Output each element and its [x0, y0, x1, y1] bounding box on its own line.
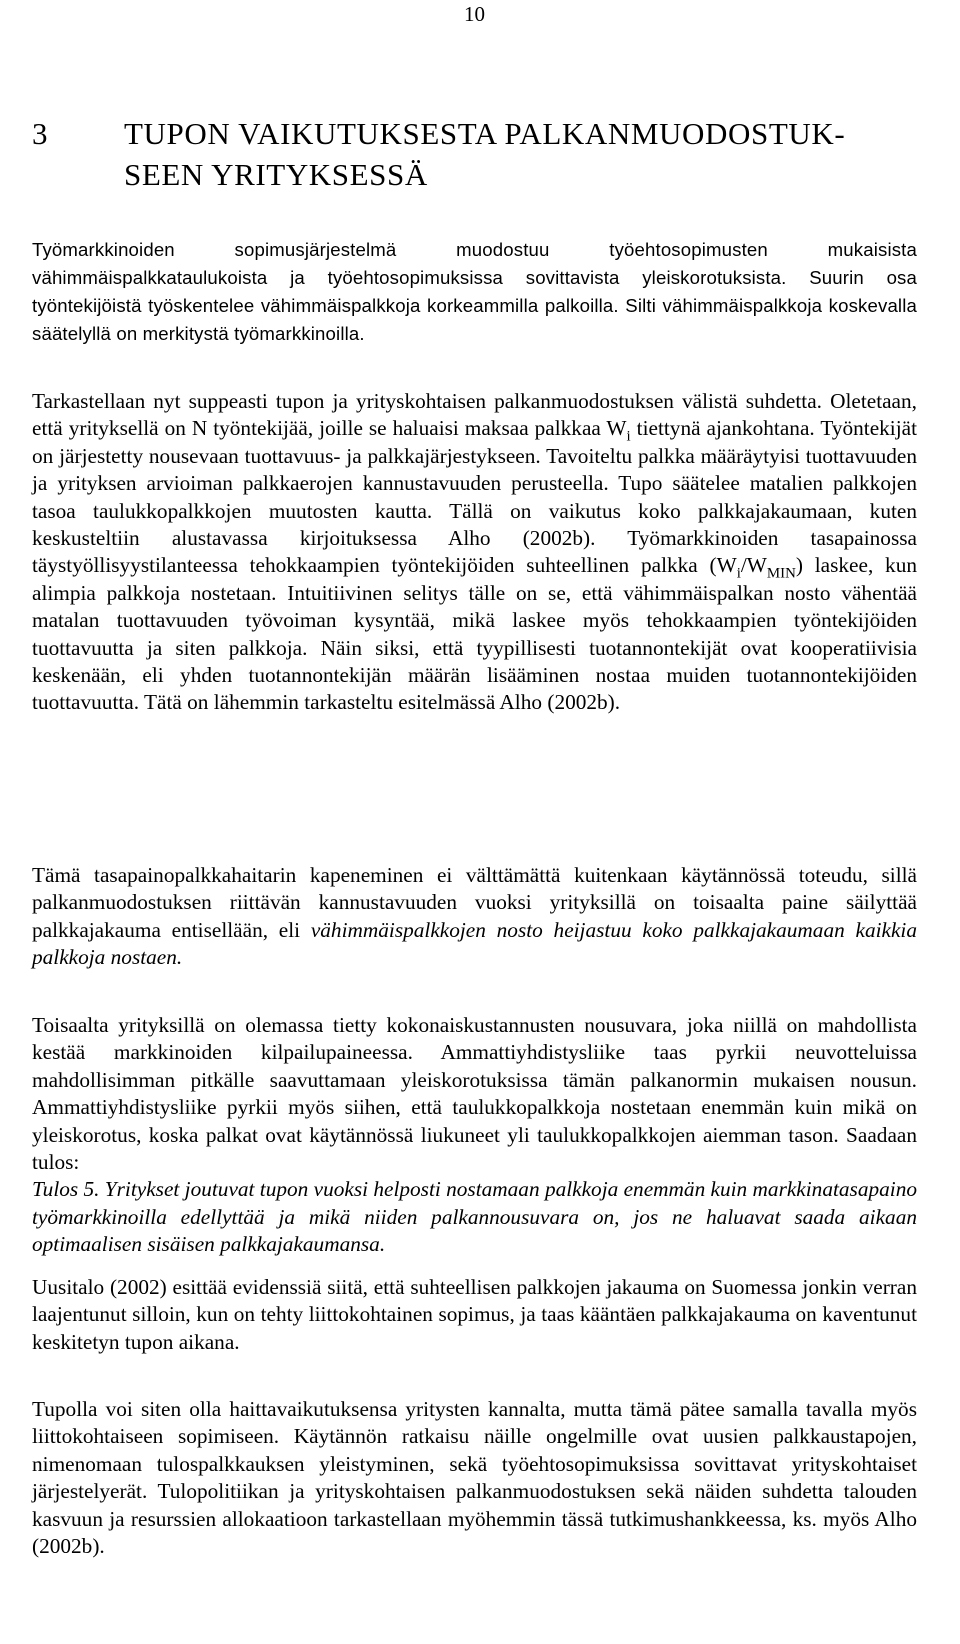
- subscript-min: MIN: [766, 565, 796, 582]
- paragraph-intro: [32, 236, 917, 348]
- paragraph-model-text-1: Tarkastellaan nyt suppeasti tupon ja yrityskohtaisen palkanmuodostuksen välistä suhdetta. Oletetaan, että yrityksellä on N työntekijää, joille se haluaisi maksaa palkkaa W: [32, 389, 917, 441]
- result-5: Tulos 5. Yritykset joutuvat tupon vuoksi helposti nostamaan palkkoja enemmän kuin markkinatasapaino työmarkkinoilla edellyttää ja mikä niiden palkannousuvara on, jos ne haluavat saada aikaan optimaalisen sisäisen palkkajakaumansa.: [32, 1177, 917, 1257]
- paragraph-evidence-text: Uusitalo (2002) esittää evidenssiä siitä, että suhteellisen palkkojen jakauma on Suomessa jonkin verran laajentunut silloin, kun on tehty liittokohtainen sopimus, ja taas kääntäen palkkajakauma on kaventunut keskitetyn tupon aikana.: [32, 1275, 917, 1354]
- chapter-number: 3: [32, 116, 48, 151]
- paragraph-model: [32, 388, 917, 717]
- paragraph-compression-italic: vähimmäispalkkojen nosto heijastuu koko palkkajakaumaan kaikkia palkkoja nostaen.: [32, 917, 917, 970]
- paragraph-cost-margin: [32, 1012, 917, 1259]
- paragraph-compression-text: Tämä tasapainopalkkahaitarin kapeneminen ei välttämättä kuitenkaan käytännössä toteudu, sillä palkanmuodostuksen riittävän kannustavuuden vuoksi yrityksillä on toisaalta paine säilyttää palkkajakauma entisellään, eli: [32, 863, 917, 942]
- paragraph-cost-margin-text: Toisaalta yrityksillä on olemassa tietty kokonaiskustannusten nousuvara, joka niillä on mahdollista kestää markkinoiden kilpailupaineessa. Ammattiyhdistysliike taas pyrkii neuvotteluissa mahdollisimman pitkälle saavuttamaan yleiskorotuksissa tämän palkanormin mukaisen nousun. Ammattiyhdistysliike pyrkii myös siihen, että taulukkopalkkoja nostetaan enemmän kuin mikä on yleiskorotus, koska palkat ovat käytännössä liukuneet yli taulukkopalkkojen aiemman tason. Saadaan tulos:: [32, 1013, 917, 1175]
- page-number: 10: [464, 2, 485, 26]
- paragraph-conclusion-text: Tupolla voi siten olla haittavaikutuksensa yritysten kannalta, mutta tämä pätee samalla tavalla myös liittokohtaiseen sopimiseen. Käytännön ratkaisu näille ongelmille ovat uusien palkkaustapojen, nimenomaan tulospalkkauksen yleistyminen, sekä työehtosopimuksissa sovittavat yrityskohtaiset järjestelyerät. Tulopolitiikan ja yrityskohtaisen palkanmuodostuksen sekä näiden suhdetta talouden kasvuun ja resurssien allokaatioon tarkastellaan myöhemmin tässä tutkimushankkeessa, ks. myös Alho (2002b).: [32, 1397, 917, 1559]
- paragraph-evidence: [32, 1274, 917, 1356]
- paragraph-compression: [32, 862, 917, 972]
- paragraph-intro-text: Työmarkkinoiden sopimusjärjestelmä muodostuu työehtosopimusten mukaisista vähimmäispalkkataulukoista ja työehtosopimuksissa sovittavista yleiskorotuksista. Suurin osa työntekijöistä työskentelee vähimmäispalkkoja korkeammilla palkoilla. Silti vähimmäispalkkoja koskevalla säätelyllä on merkitystä työmarkkinoilla.: [32, 239, 917, 344]
- paragraph-conclusion: [32, 1396, 917, 1560]
- paragraph-model-text-4: ) laskee, kun alimpia palkkoja nostetaan. Intuitiivinen selitys tälle on se, että vähimmäispalkan nosto vähentää matalan tuottavuuden työvoiman kysyntää, mikä laskee myös tehokkaampien työntekijöiden tuottavuutta ja siten palkkoja. Näin siksi, että tyypillisesti tuotannontekijät ovat kooperatiivisia keskenään, eli yhden tuotannontekijän määrän lisääminen nostaa muiden tuotannontekijöiden tuottavuutta. Tätä on lähemmin tarkasteltu esitelmässä Alho (2002b).: [32, 553, 917, 715]
- subscript-i: i: [626, 428, 631, 445]
- subscript-i: i: [736, 565, 741, 582]
- paragraph-model-text-2: tiettynä ajankohtana. Työntekijät on järjestetty nousevaan tuottavuus- ja palkkajärjestykseen. Tavoiteltu palkka määräytyisi tuottavuuden ja yrityksen arvioiman palkkaerojen kannustavuuden perusteella. Tupo säätelee matalien palkkojen tasoa taulukkopalkkojen muutosten kautta. Tällä on vaikutus koko palkkajakaumaan, kuten keskusteltiin alustavassa kirjoituksessa Alho (2002b). Työmarkkinoiden tasapainossa täystyöllisyystilanteessa tehokkaampien työntekijöiden suhteellinen palkka (W: [32, 416, 918, 578]
- paragraph-model-text-3: /W: [740, 553, 767, 578]
- chapter-title: TUPON VAIKUTUKSESTA PALKANMUODOSTUK-SEEN YRITYKSESSÄ: [124, 116, 846, 192]
